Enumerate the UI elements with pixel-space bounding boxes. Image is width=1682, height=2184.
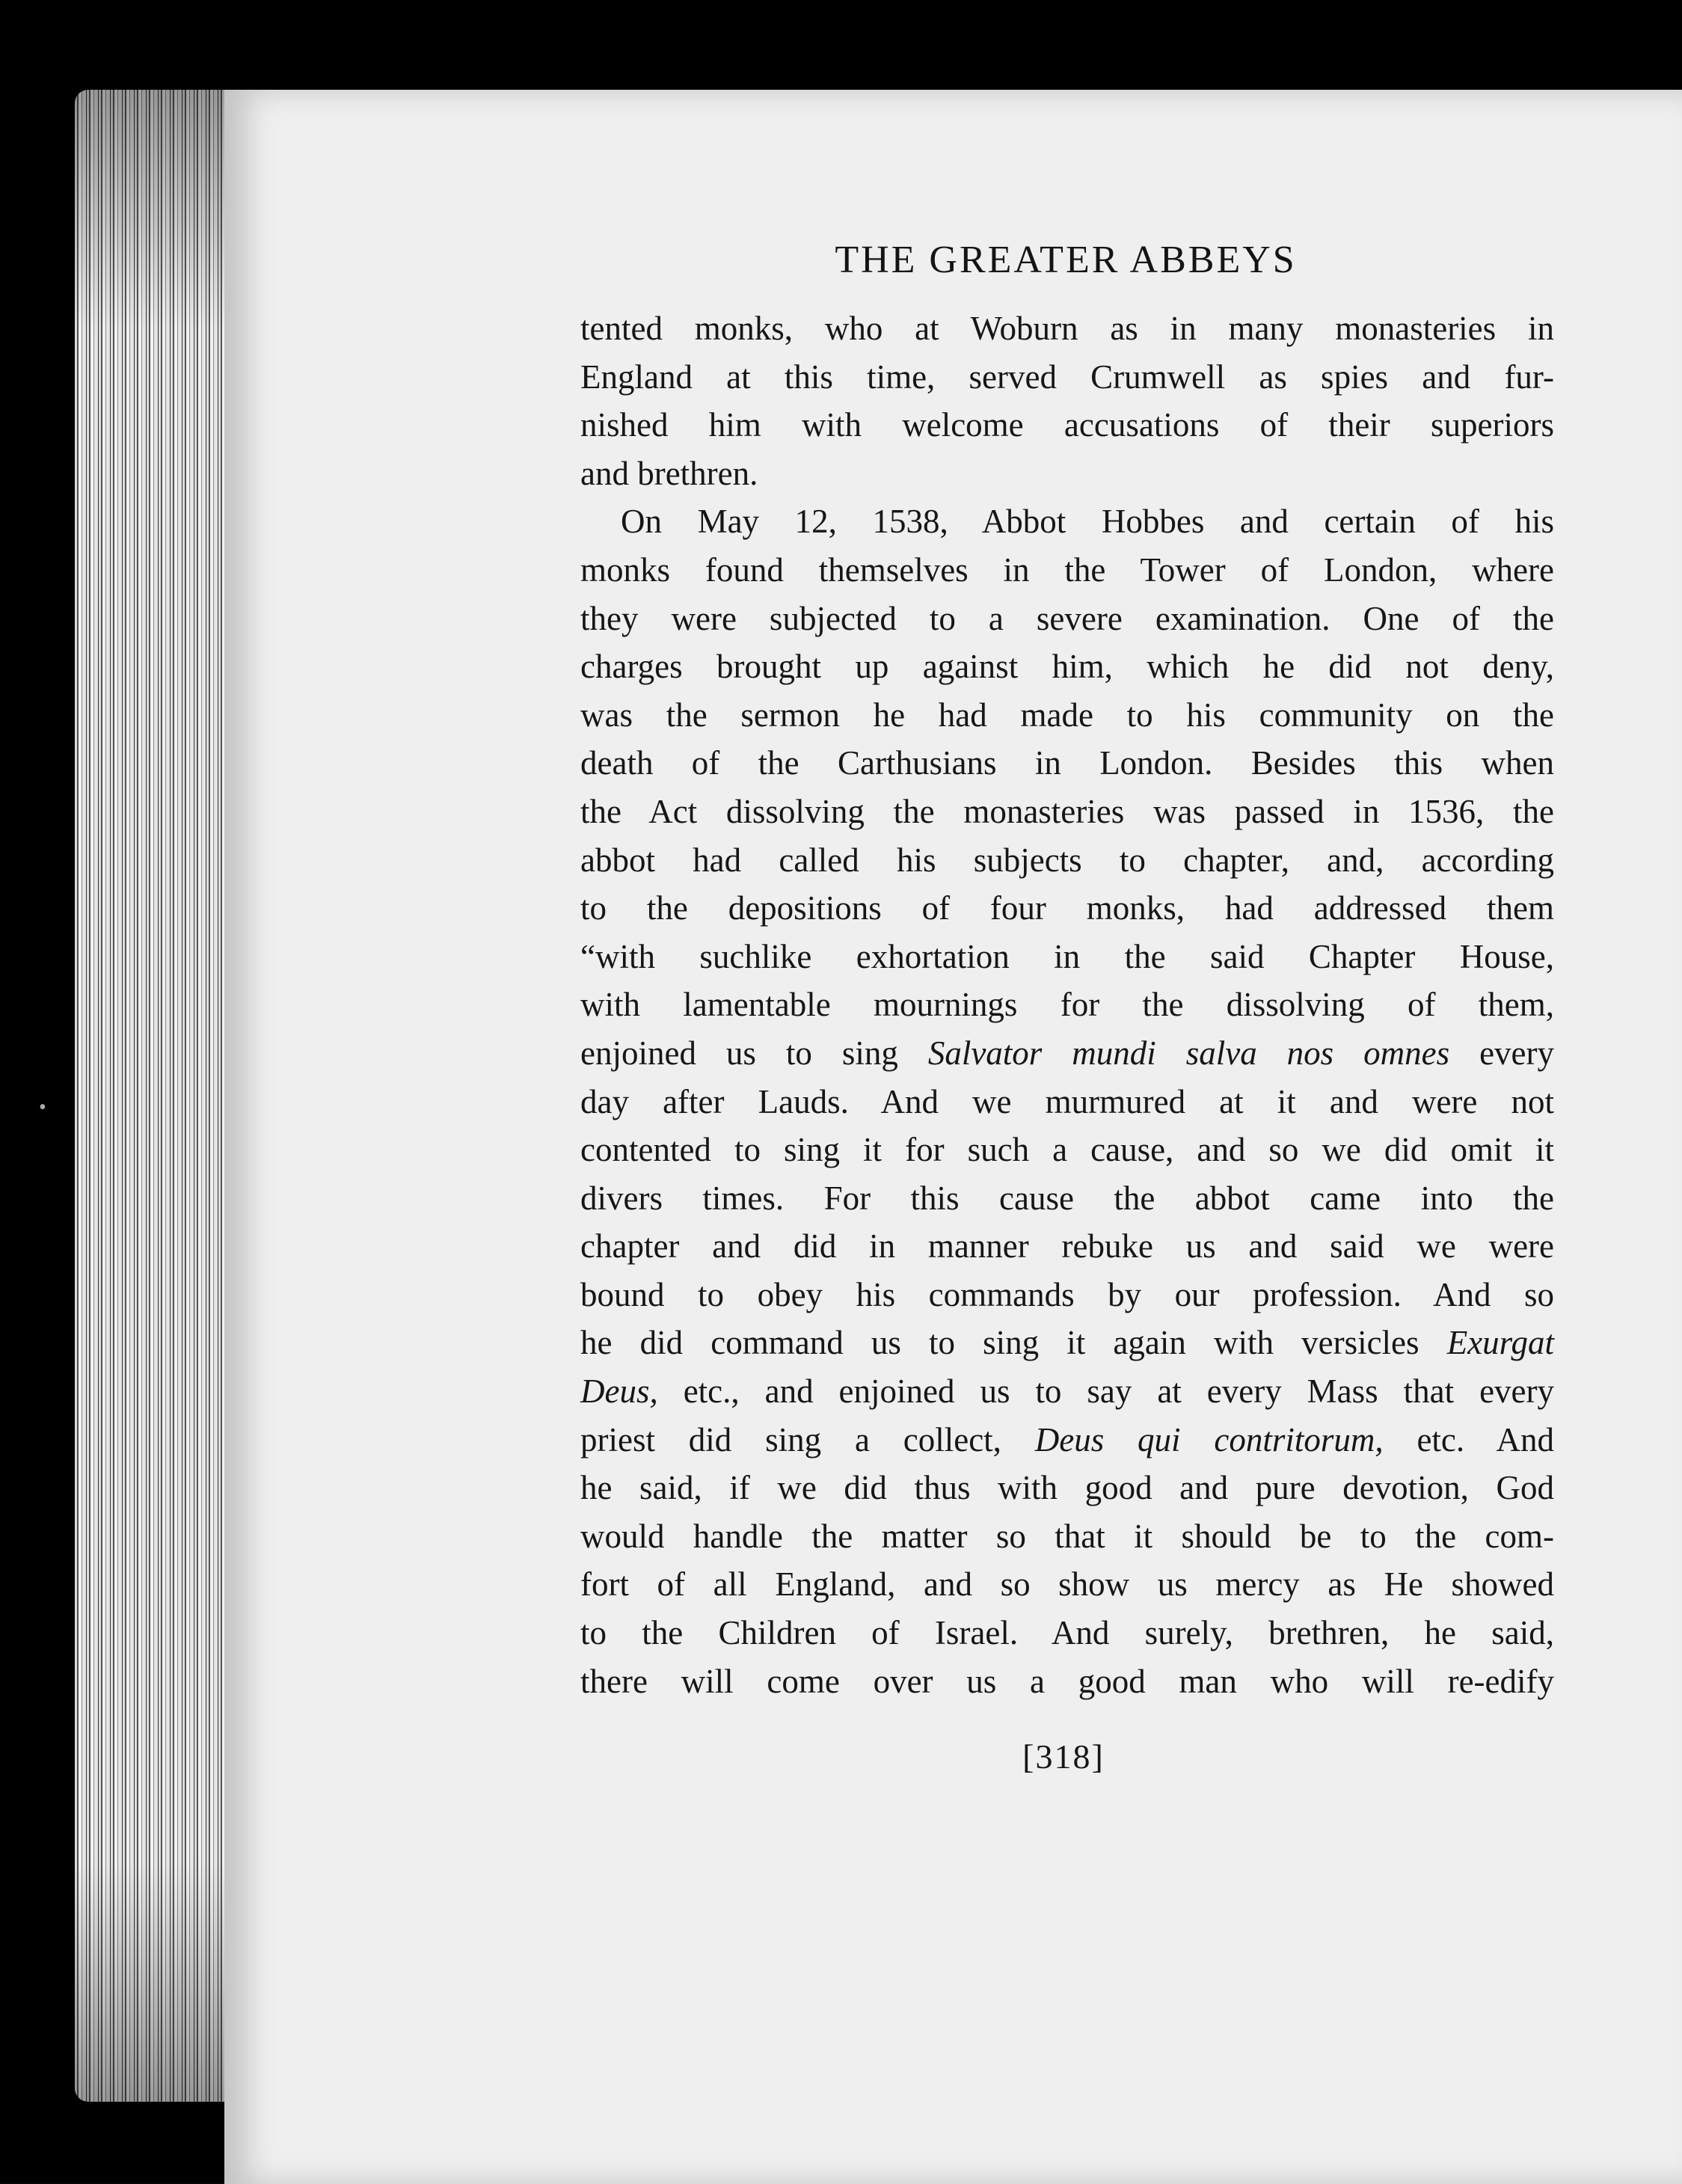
text-segment: etc., and enjoined us to say at every Mass that every [657,1372,1554,1411]
text-segment: etc. And [1383,1420,1554,1458]
text-line: would handle the matter so that it should be to the com- [580,1517,1554,1555]
text-line: to the Children of Israel. And surely, brethren, he said, [580,1614,1554,1652]
dust-speck: • [39,1096,46,1119]
italic-latin-phrase: Salvator mundi salva nos omnes [927,1034,1450,1072]
text-line-with-italic [580,1367,1554,1416]
page-edges-shadow [75,90,247,2102]
text-line: “with suchlike exhortation in the said Chapter House, [580,937,1554,975]
text-line: contented to sing it for such a cause, and so we did omit it [580,1131,1554,1169]
text-line: nished him with welcome accusations of their superiors [580,406,1554,444]
page-number: [318] [1022,1737,1105,1776]
text-line: chapter and did in manner rebuke us and said we were [580,1227,1554,1266]
text-line-with-italic [580,1416,1554,1464]
text-segment: every [1449,1034,1554,1072]
body-text [580,304,1554,1705]
text-segment: he did command us to sing it again with versicles [580,1324,1447,1362]
paragraph-first-line: On May 12, 1538, Abbot Hobbes and certain of his [621,503,1554,541]
text-line: abbot had called his subjects to chapter, and, according [580,841,1554,879]
text-line: he said, if we did thus with good and pure devotion, God [580,1469,1554,1507]
running-head: THE GREATER ABBEYS [835,239,1297,281]
text-line: death of the Carthusians in London. Besides this when [580,744,1554,782]
text-line: there will come over us a good man who will re-edify [580,1662,1554,1700]
text-line-with-italic [580,1319,1554,1367]
text-segment: priest did sing a collect, [580,1420,1035,1458]
text-line: the Act dissolving the monasteries was passed in 1536, the [580,792,1554,830]
text-line: fort of all England, and so show us mercy as He showed [580,1565,1554,1604]
text-line: bound to obey his commands by our profession. And so [580,1275,1554,1313]
text-line: divers times. For this cause the abbot came into the [580,1179,1554,1217]
text-line: and brethren. [580,454,758,492]
text-line: charges brought up against him, which he did not deny, [580,648,1554,686]
text-line: England at this time, served Crumwell as spies and fur- [580,358,1554,396]
italic-latin-phrase: Exurgat [1446,1324,1554,1362]
text-segment: enjoined us to sing [580,1034,928,1072]
text-line: to the depositions of four monks, had addressed them [580,889,1554,927]
text-line: monks found themselves in the Tower of London, where [580,550,1554,589]
text-line: with lamentable mournings for the dissolving of them, [580,986,1554,1024]
text-line: tented monks, who at Woburn as in many monasteries in [580,310,1554,347]
italic-latin-phrase: Deus qui contritorum, [1034,1420,1384,1458]
text-line-with-italic [580,1029,1554,1078]
text-line: was the sermon he had made to his community on the [580,696,1554,734]
text-line: day after Lauds. And we murmured at it and were not [580,1082,1554,1120]
text-line: they were subjected to a severe examination. One of the [580,599,1554,637]
italic-latin-phrase: Deus, [580,1372,658,1411]
